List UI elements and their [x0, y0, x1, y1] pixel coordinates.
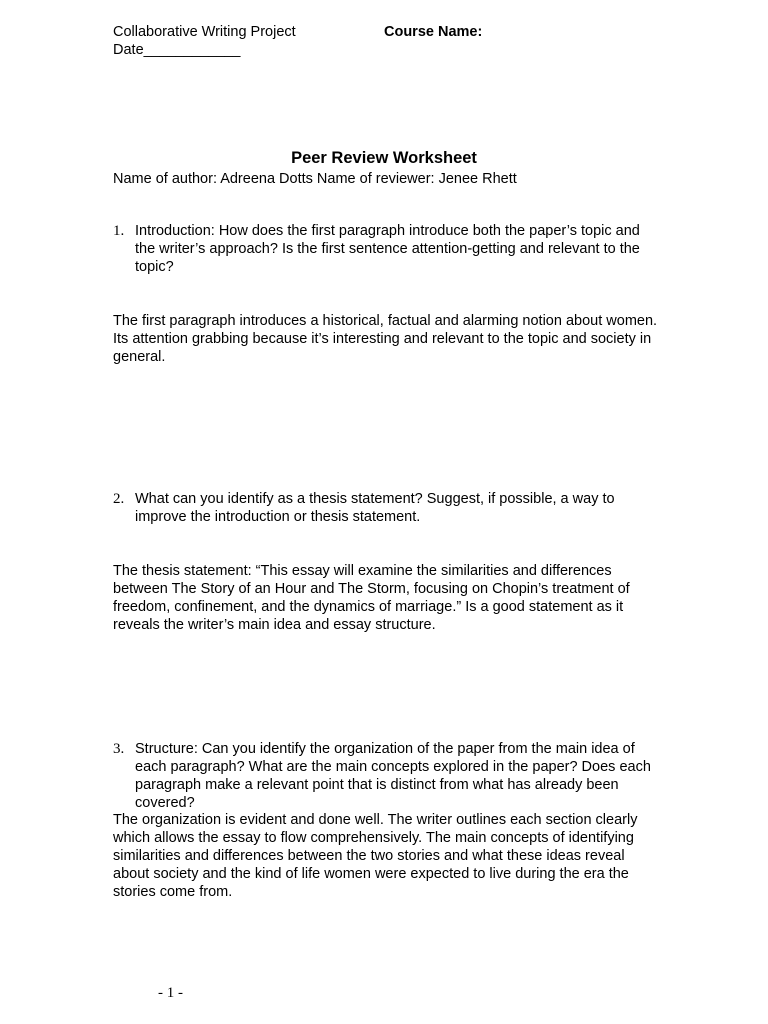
question-number: 3. [113, 741, 125, 757]
project-label: Collaborative Writing Project [113, 24, 296, 40]
answer-3: The organization is evident and done well. The writer outlines each section clearly which allows the essay to flow comprehensively. The main concepts of identifying similarities and differences between the two stories and what these ideas reveal about society and the kind of life women were expected to live during the era the stories come from. [113, 812, 638, 900]
author-reviewer-line: Name of author: Adreena Dotts Name of reviewer: Jenee Rhett [113, 171, 517, 187]
question-number: 2. [113, 491, 125, 507]
question-text: What can you identify as a thesis statement? Suggest, if possible, a way to improve the introduction or thesis statement. [135, 491, 615, 525]
page-title: Peer Review Worksheet [291, 149, 477, 167]
answer-2: The thesis statement: “This essay will examine the similarities and differences between The Story of an Hour and The Storm, focusing on Chopin’s treatment of freedom, confinement, and the dynamics of marriage.” Is a good statement as it reveals the writer’s main idea and essay structure. [113, 563, 630, 633]
date-label: Date____________ [113, 42, 241, 58]
question-3 [113, 740, 663, 812]
question-number: 1. [113, 223, 125, 239]
question-1 [113, 222, 663, 276]
question-text: Structure: Can you identify the organization of the paper from the main idea of each paragraph? What are the main concepts explored in the paper? Does each paragraph make a relevant point that is distinct from what has already been covered? [135, 741, 651, 811]
page-number: - 1 - [158, 985, 183, 1001]
question-text: Introduction: How does the first paragraph introduce both the paper’s topic and the writer’s approach? Is the first sentence attention-getting and relevant to the topic? [135, 223, 640, 275]
course-name-label: Course Name: [384, 24, 483, 40]
question-2 [113, 490, 663, 526]
answer-1: The first paragraph introduces a historical, factual and alarming notion about women. Its attention grabbing because it’s interesting and relevant to the topic and society in general. [113, 313, 658, 365]
